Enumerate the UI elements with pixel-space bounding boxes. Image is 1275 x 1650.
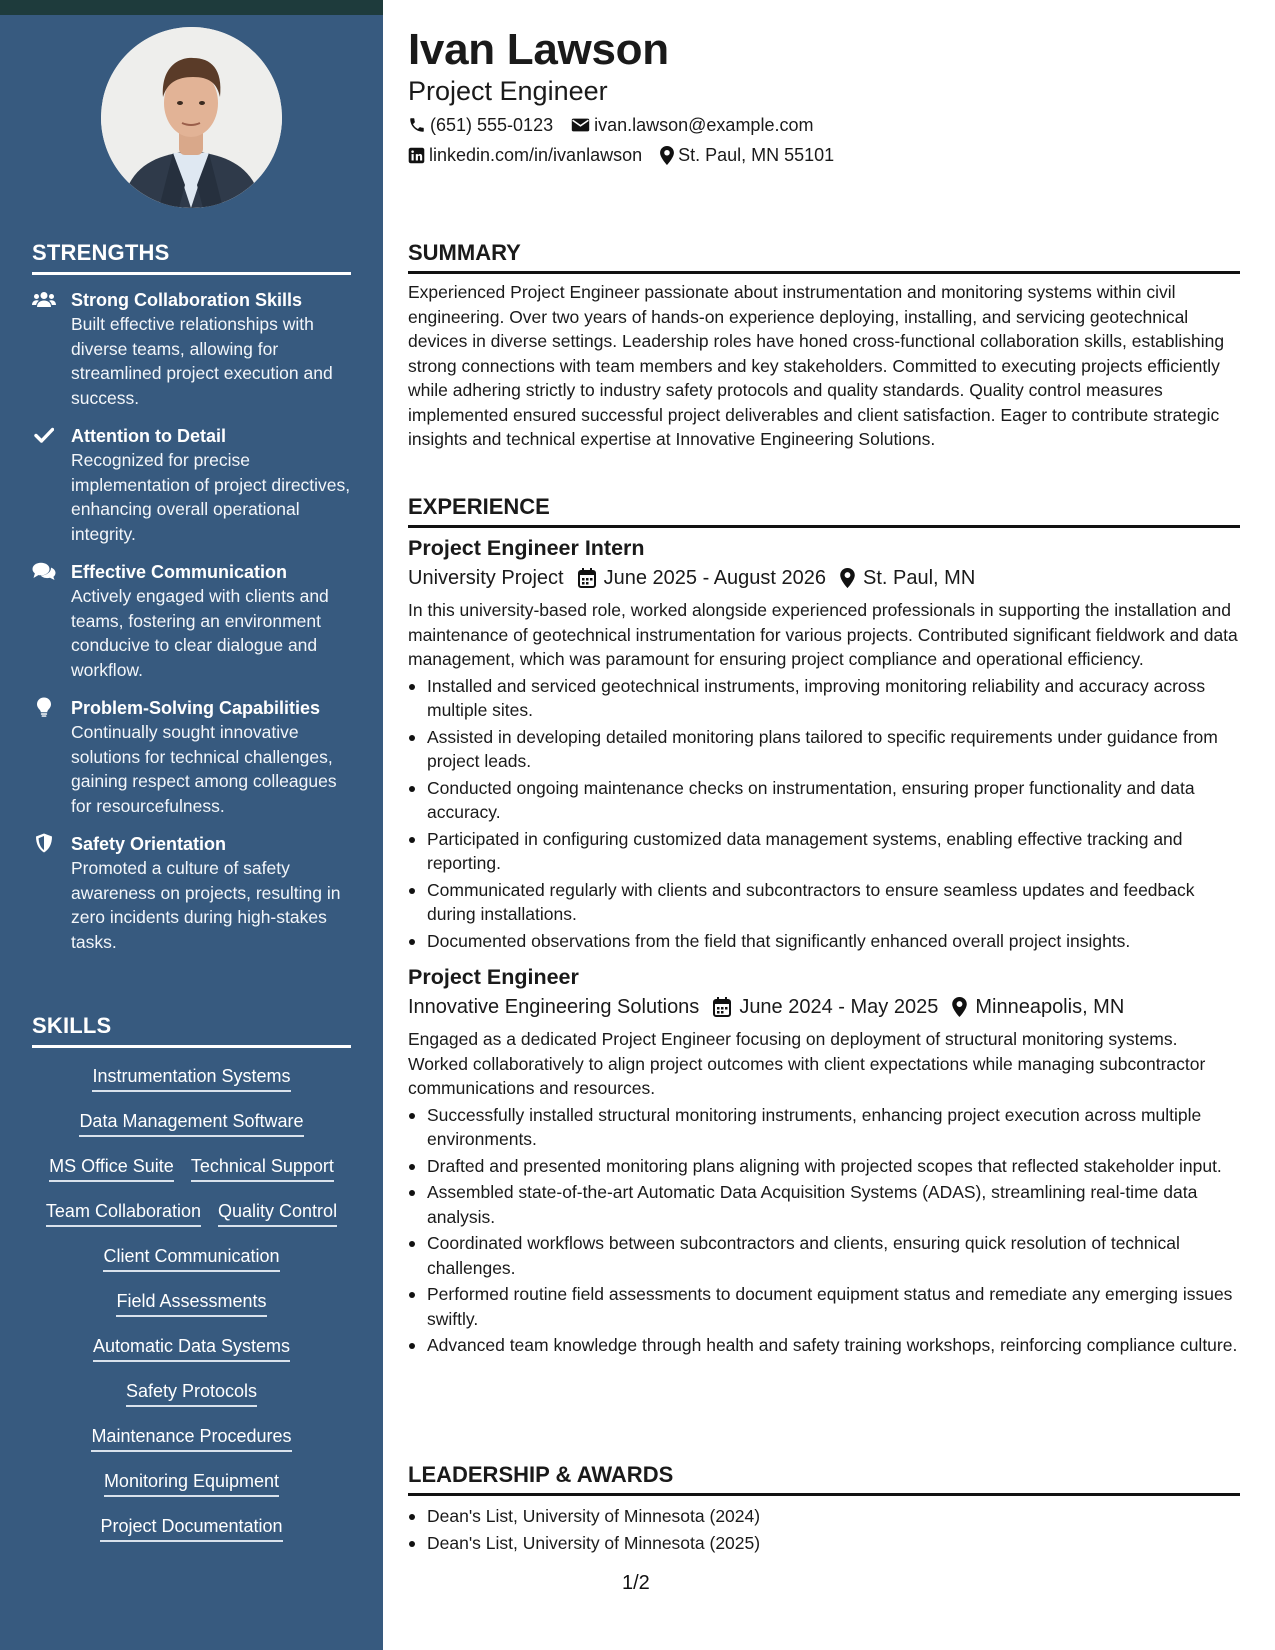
calendar-icon — [713, 997, 731, 1017]
strength-item — [32, 696, 351, 818]
skill-tag: Monitoring Equipment — [104, 1470, 279, 1497]
skill-tag: Automatic Data Systems — [93, 1335, 290, 1362]
job-company: Innovative Engineering Solutions — [408, 996, 700, 1018]
bullet-item: Drafted and presented monitoring plans aligning with projected scopes that reflected stakeholder input. — [408, 1154, 1240, 1179]
sidebar-top-bar — [0, 0, 383, 15]
skill-tag: Team Collaboration — [46, 1200, 201, 1227]
bullet-item: Successfully installed structural monitoring instruments, enhancing project execution across multiple environments. — [408, 1103, 1240, 1152]
email-contact[interactable] — [571, 114, 813, 136]
awards-heading: LEADERSHIP & AWARDS — [408, 1462, 1240, 1496]
bullet-item: Dean's List, University of Minnesota (2024) — [408, 1504, 1240, 1529]
strength-item — [32, 424, 351, 546]
linkedin-text[interactable]: linkedin.com/in/ivanlawson — [429, 145, 643, 165]
skill-tag: Data Management Software — [79, 1110, 303, 1137]
job-meta — [408, 994, 1240, 1020]
comments-icon — [32, 562, 56, 580]
bullet-item: Documented observations from the field that significantly enhanced overall project insights. — [408, 929, 1240, 954]
bullet-item: Conducted ongoing maintenance checks on instrumentation, ensuring proper functionality and data accuracy. — [408, 776, 1240, 825]
skill-tag: Client Communication — [103, 1245, 279, 1272]
page-number: 1/2 — [622, 1572, 650, 1594]
skill-tag: MS Office Suite — [49, 1155, 174, 1182]
skill-tag: Quality Control — [218, 1200, 337, 1227]
skill-tag: Field Assessments — [116, 1290, 266, 1317]
bullet-item: Assembled state-of-the-art Automatic Data Acquisition Systems (ADAS), streamlining real-time data analysis. — [408, 1180, 1240, 1229]
linkedin-contact[interactable] — [408, 144, 642, 166]
job-bullets — [408, 1103, 1240, 1358]
strength-description: Built effective relationships with diverse teams, allowing for streamlined project execution and success. — [71, 314, 333, 408]
sidebar — [0, 0, 383, 1650]
bullet-item: Coordinated workflows between subcontractors and clients, ensuring quick resolution of technical challenges. — [408, 1231, 1240, 1280]
summary-text: Experienced Project Engineer passionate about instrumentation and monitoring systems within civil engineering. Over two years of hands-on experience deploying, installing, and servicing geotechnical devices in diverse settings. Leadership roles have honed cross-functional collaboration skills, establishing strong connections with team members and key stakeholders. Committed to executing projects efficiently while adhering strictly to industry safety protocols and quality standards. Quality control measures implemented ensured successful project deliverables and client satisfaction. Eager to contribute strategic insights and technical expertise at Innovative Engineering Solutions. — [408, 282, 1225, 449]
strength-description: Promoted a culture of safety awareness on projects, resulting in zero incidents during high-stakes tasks. — [71, 858, 341, 952]
profile-photo — [101, 27, 282, 208]
linkedin-icon — [408, 147, 425, 164]
envelope-icon — [571, 117, 590, 133]
skills-section — [32, 1013, 351, 1560]
contact-row-2 — [408, 144, 852, 166]
skills-list — [32, 1065, 351, 1560]
strengths-list — [32, 288, 351, 954]
location-text: St. Paul, MN 55101 — [678, 145, 835, 165]
location-contact — [660, 144, 834, 166]
candidate-name: Ivan Lawson — [408, 25, 669, 74]
job-entry — [408, 963, 1240, 1358]
calendar-icon — [578, 568, 596, 588]
skill-tag: Safety Protocols — [126, 1380, 257, 1407]
job-location: St. Paul, MN — [863, 567, 976, 589]
strength-item — [32, 288, 351, 410]
job-title: Project Engineer — [408, 965, 579, 989]
phone-contact — [408, 114, 553, 136]
job-title: Project Engineer Intern — [408, 536, 645, 560]
users-icon — [32, 290, 56, 308]
job-bullets — [408, 674, 1240, 954]
bullet-item: Assisted in developing detailed monitoring plans tailored to specific requirements under guidance from project leads. — [408, 725, 1240, 774]
job-company: University Project — [408, 567, 564, 589]
bullet-item: Installed and serviced geotechnical instruments, improving monitoring reliability and accuracy across multiple sites. — [408, 674, 1240, 723]
map-pin-icon — [952, 997, 967, 1017]
job-meta — [408, 565, 1240, 591]
strength-item — [32, 832, 351, 954]
map-pin-icon — [840, 568, 855, 588]
bullet-item: Participated in configuring customized data management systems, enabling effective tracking and reporting. — [408, 827, 1240, 876]
awards-list — [408, 1504, 1240, 1555]
checkmark-icon — [32, 426, 56, 444]
strength-title: Attention to Detail — [71, 426, 226, 446]
experience-section — [408, 494, 1240, 1360]
strength-item — [32, 560, 351, 682]
job-dates: June 2025 - August 2026 — [603, 567, 827, 589]
bullet-item: Performed routine field assessments to document equipment status and remediate any emerging issues swiftly. — [408, 1282, 1240, 1331]
email-text[interactable]: ivan.lawson@example.com — [594, 115, 814, 135]
strength-title: Safety Orientation — [71, 834, 227, 854]
map-pin-icon — [660, 146, 674, 165]
strength-description: Recognized for precise implementation of project directives, enhancing overall operational integrity. — [71, 450, 351, 544]
job-location: Minneapolis, MN — [975, 996, 1125, 1018]
contact-row-1 — [408, 114, 831, 136]
bullet-item: Communicated regularly with clients and subcontractors to ensure seamless updates and feedback during installations. — [408, 878, 1240, 927]
strengths-heading: STRENGTHS — [32, 240, 351, 275]
bullet-item: Advanced team knowledge through health and safety training workshops, reinforcing compliance culture. — [408, 1333, 1240, 1358]
skill-tag: Project Documentation — [100, 1515, 282, 1542]
lightbulb-icon — [32, 698, 56, 716]
experience-heading: EXPERIENCE — [408, 494, 1240, 528]
summary-section — [408, 240, 1240, 452]
strength-description: Actively engaged with clients and teams, fostering an environment conducive to clear dialogue and workflow. — [71, 586, 329, 680]
strengths-section — [32, 240, 351, 954]
candidate-title: Project Engineer — [408, 76, 608, 106]
strength-description: Continually sought innovative solutions for technical challenges, gaining respect among colleagues for resourcefulness. — [71, 722, 337, 816]
summary-heading: SUMMARY — [408, 240, 1240, 274]
skills-heading: SKILLS — [32, 1013, 351, 1048]
job-entry — [408, 534, 1240, 953]
strength-title: Effective Communication — [71, 562, 288, 582]
skill-tag: Maintenance Procedures — [91, 1425, 291, 1452]
phone-text: (651) 555-0123 — [430, 115, 554, 135]
strength-title: Problem-Solving Capabilities — [71, 698, 321, 718]
job-description: Engaged as a dedicated Project Engineer focusing on deployment of structural monitoring systems. Worked collaboratively to align project outcomes with client expectations while managing subcontractor communications and resources. — [408, 1029, 1206, 1098]
strength-title: Strong Collaboration Skills — [71, 290, 303, 310]
skill-tag: Instrumentation Systems — [92, 1065, 290, 1092]
shield-icon — [32, 834, 56, 852]
bullet-item: Dean's List, University of Minnesota (2025) — [408, 1531, 1240, 1556]
awards-section — [408, 1462, 1240, 1557]
phone-icon — [408, 116, 426, 134]
job-description: In this university-based role, worked alongside experienced professionals in supporting the installation and maintenance of geotechnical instrumentation for various projects. Contributed significant fieldwork and data management, which was paramount for ensuring project compliance and operational efficiency. — [408, 600, 1238, 669]
job-dates: June 2024 - May 2025 — [739, 996, 939, 1018]
skill-tag: Technical Support — [191, 1155, 334, 1182]
